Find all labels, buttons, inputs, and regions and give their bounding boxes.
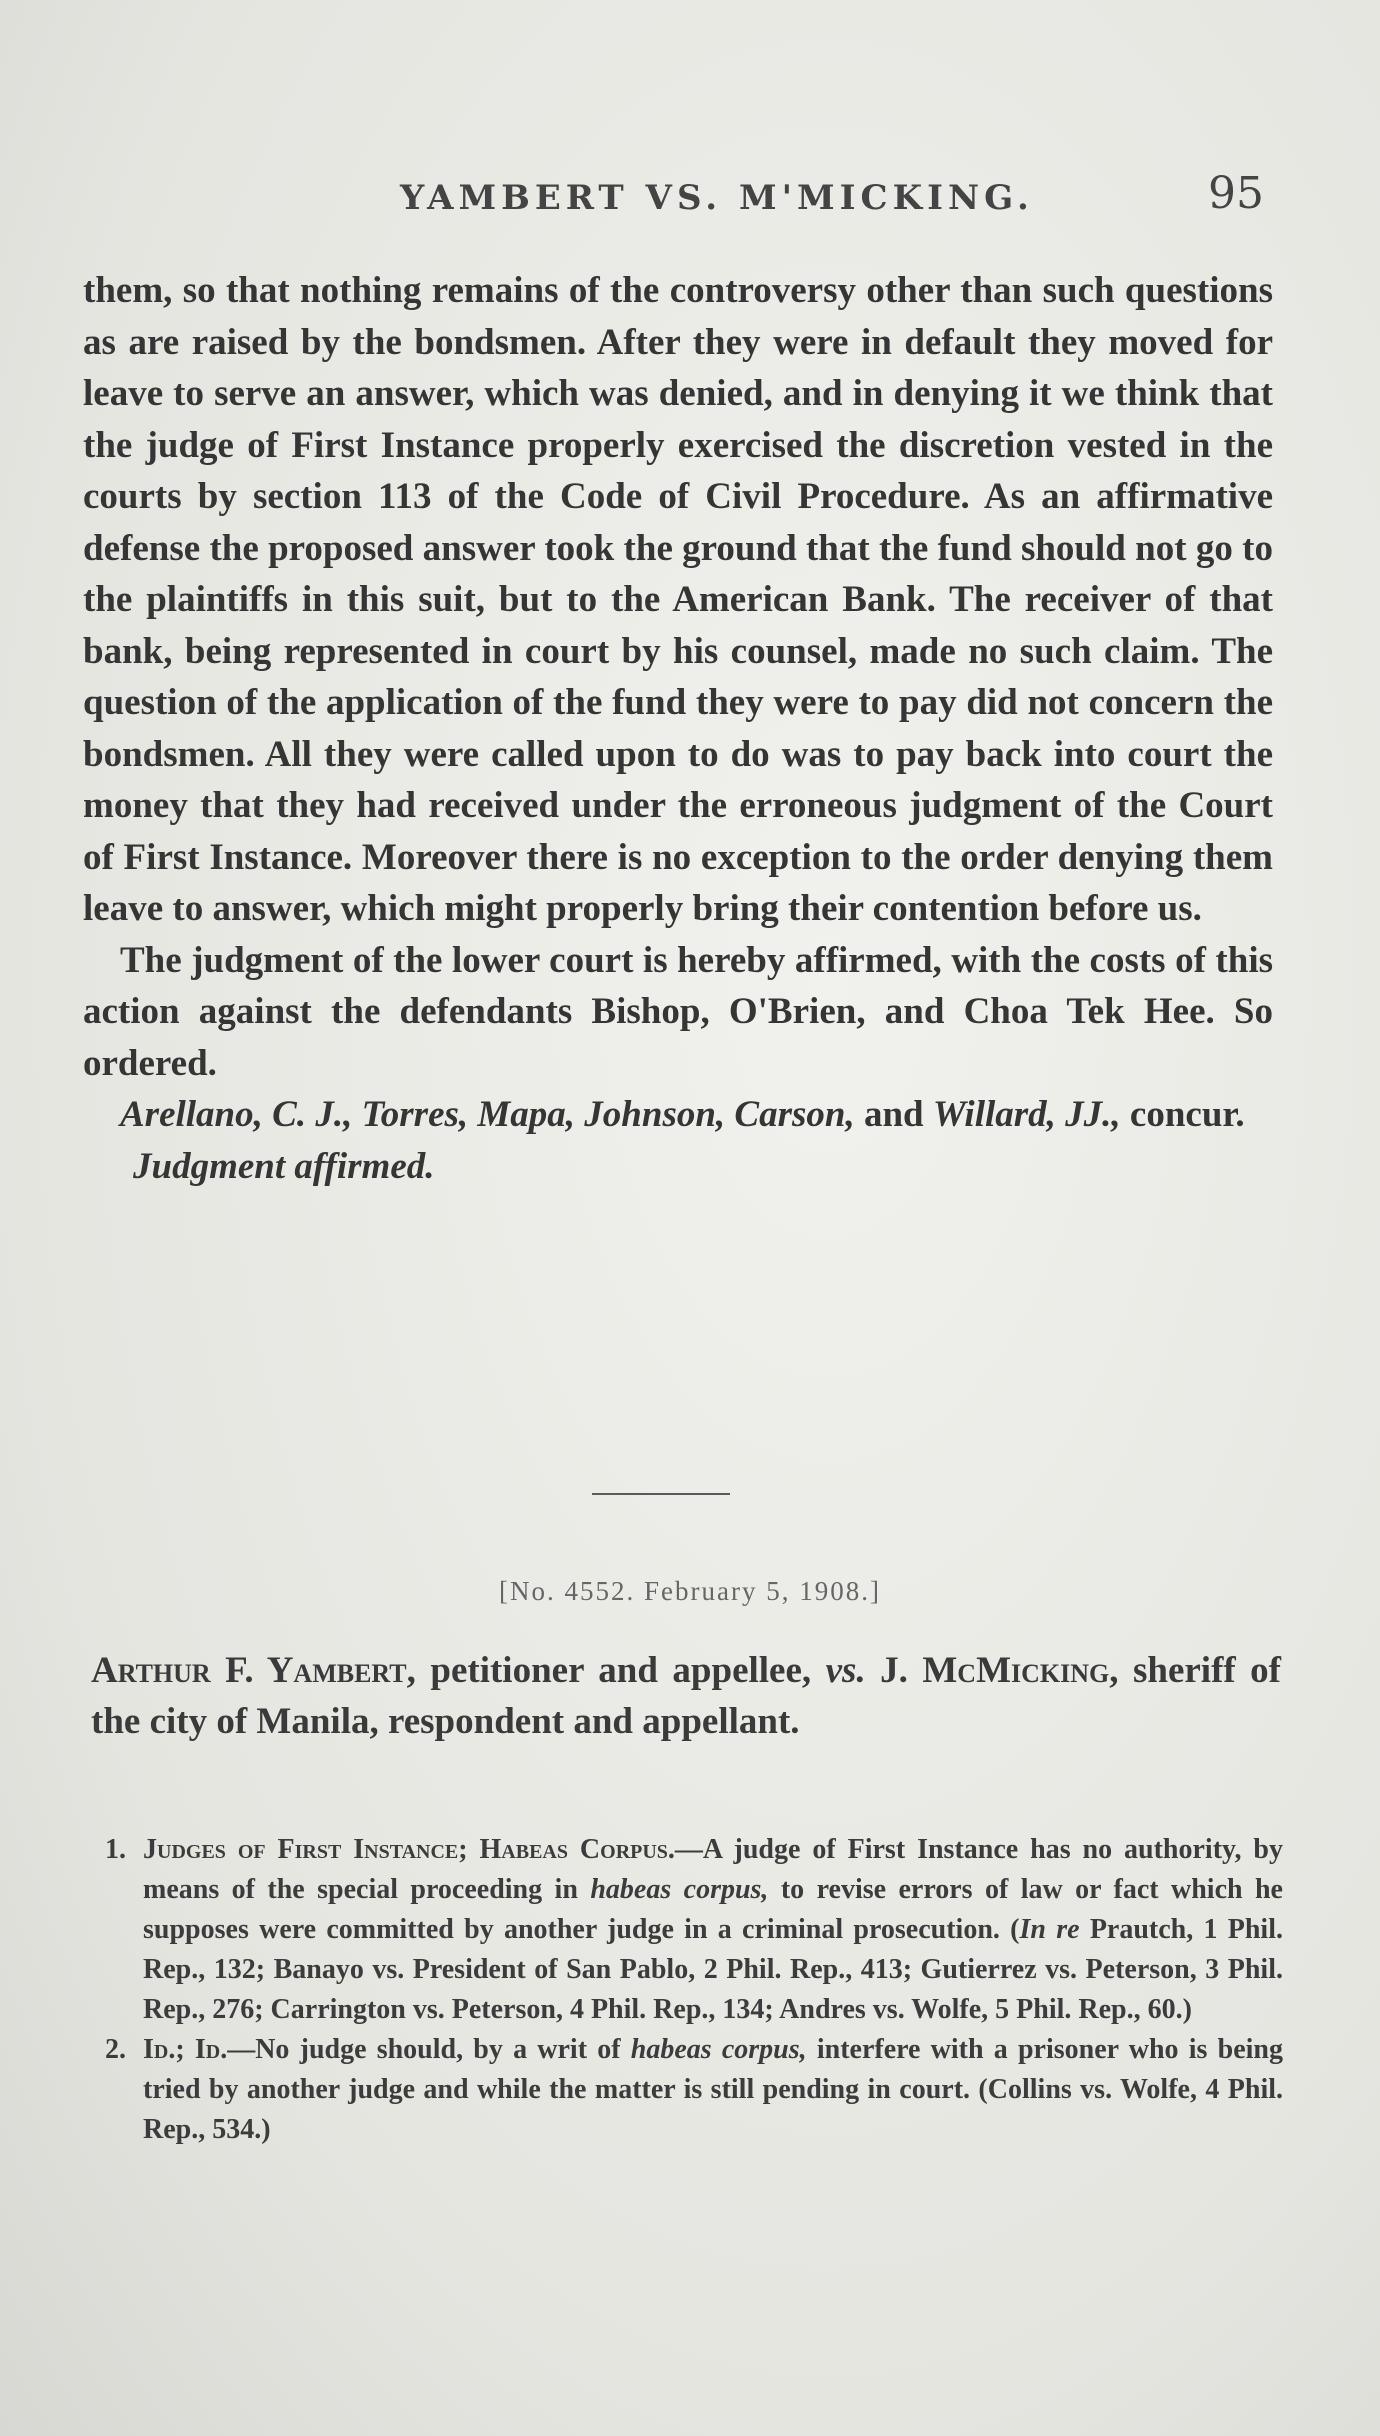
concur-text: concur.: [1129, 1094, 1245, 1135]
syllabus-text-after: to revise errors of law or fact which he supposes were committed by another judge in a criminal prosecution. (: [143, 1874, 1283, 1945]
concurrence-line: [83, 1089, 1273, 1141]
concurring-justices: Arellano, C. J., Torres, Mapa, Johnson, Carson,: [120, 1094, 855, 1135]
versus: vs.: [825, 1650, 866, 1691]
syllabus-item: [105, 2030, 1283, 2150]
case-number: [No. 4552. February 5, 1908.]: [499, 1576, 881, 1606]
opinion-paragraph-2: The judgment of the lower court is hereby affirmed, with the costs of this action against the defendants Bishop, O'Brien, and Choa Tek Hee. So ordered.: [83, 939, 1273, 1084]
page-number: 95: [1208, 168, 1264, 219]
syllabus-text-after: interfere with a prisoner who is being tried by another judge and while the matter is still pending in court. (Collins vs. Wolfe, 4 Phil. Rep., 534.): [143, 2034, 1283, 2145]
syllabus-cite-italic: In re: [1019, 1914, 1080, 1945]
syllabus-text: —No judge should, by a writ of: [227, 2034, 621, 2065]
respondent-role: , sheriff of the city of Manila, respondent and appellant.: [91, 1650, 1281, 1742]
syllabus-heading: Id.; Id.: [143, 2034, 228, 2065]
page-header: [0, 168, 1380, 228]
section-divider: [592, 1493, 730, 1495]
judgment-affirmed: Judgment affirmed.: [133, 1145, 435, 1187]
syllabus-number: 1.: [105, 1834, 126, 1865]
opinion-text: [83, 265, 1273, 1192]
respondent-name: J. McMicking: [880, 1650, 1110, 1691]
concur-and: and: [863, 1094, 924, 1135]
syllabus: [105, 1830, 1283, 2150]
syllabus-item: [105, 1830, 1283, 2030]
syllabus-text: —A judge of First Instance has no authority, by means of the special proceeding in: [143, 1834, 1283, 1905]
syllabus-heading: Judges of First Instance; Habeas Corpus.: [143, 1834, 675, 1865]
syllabus-number: 2.: [105, 2034, 126, 2065]
syllabus-italic: habeas corpus,: [630, 2034, 807, 2065]
syllabus-citations: Prautch, 1 Phil. Rep., 132; Banayo vs. President of San Pablo, 2 Phil. Rep., 413; Gutierrez vs. Peterson, 3 Phil. Rep., 276; Carrington vs. Peterson, 4 Phil. Rep., 134; Andres vs. Wolfe, 5 Phil. Rep., 60.): [143, 1914, 1283, 2025]
syllabus-italic: habeas corpus,: [590, 1874, 769, 1905]
petitioner-name: Arthur F. Yambert: [91, 1650, 407, 1691]
petitioner-role: , petitioner and appellee,: [406, 1650, 812, 1691]
concurring-justices-2: Willard, JJ.,: [932, 1094, 1121, 1135]
running-head: YAMBERT VS. M'MICKING.: [400, 178, 1034, 218]
opinion-paragraph-1: them, so that nothing remains of the controversy other than such questions as are raised by the bondsmen. After they were in default they moved for leave to serve an answer, which was denied, and in denying it we think that the judge of First Instance properly exercised the discretion vested in the courts by section 113 of the Code of Civil Procedure. As an affirmative defense the proposed answer took the ground that the fund should not go to the plaintiffs in this suit, but to the American Bank. The receiver of that bank, being represented in court by his counsel, made no such claim. The question of the application of the fund they were to pay did not concern the bondsmen. All they were called upon to do was to pay back into court the money that they had received under the erroneous judgment of the Court of First Instance. Moreover there is no exception to the order denying them leave to answer, which might properly bring their contention before us.: [83, 270, 1273, 929]
case-title: [91, 1645, 1281, 1747]
